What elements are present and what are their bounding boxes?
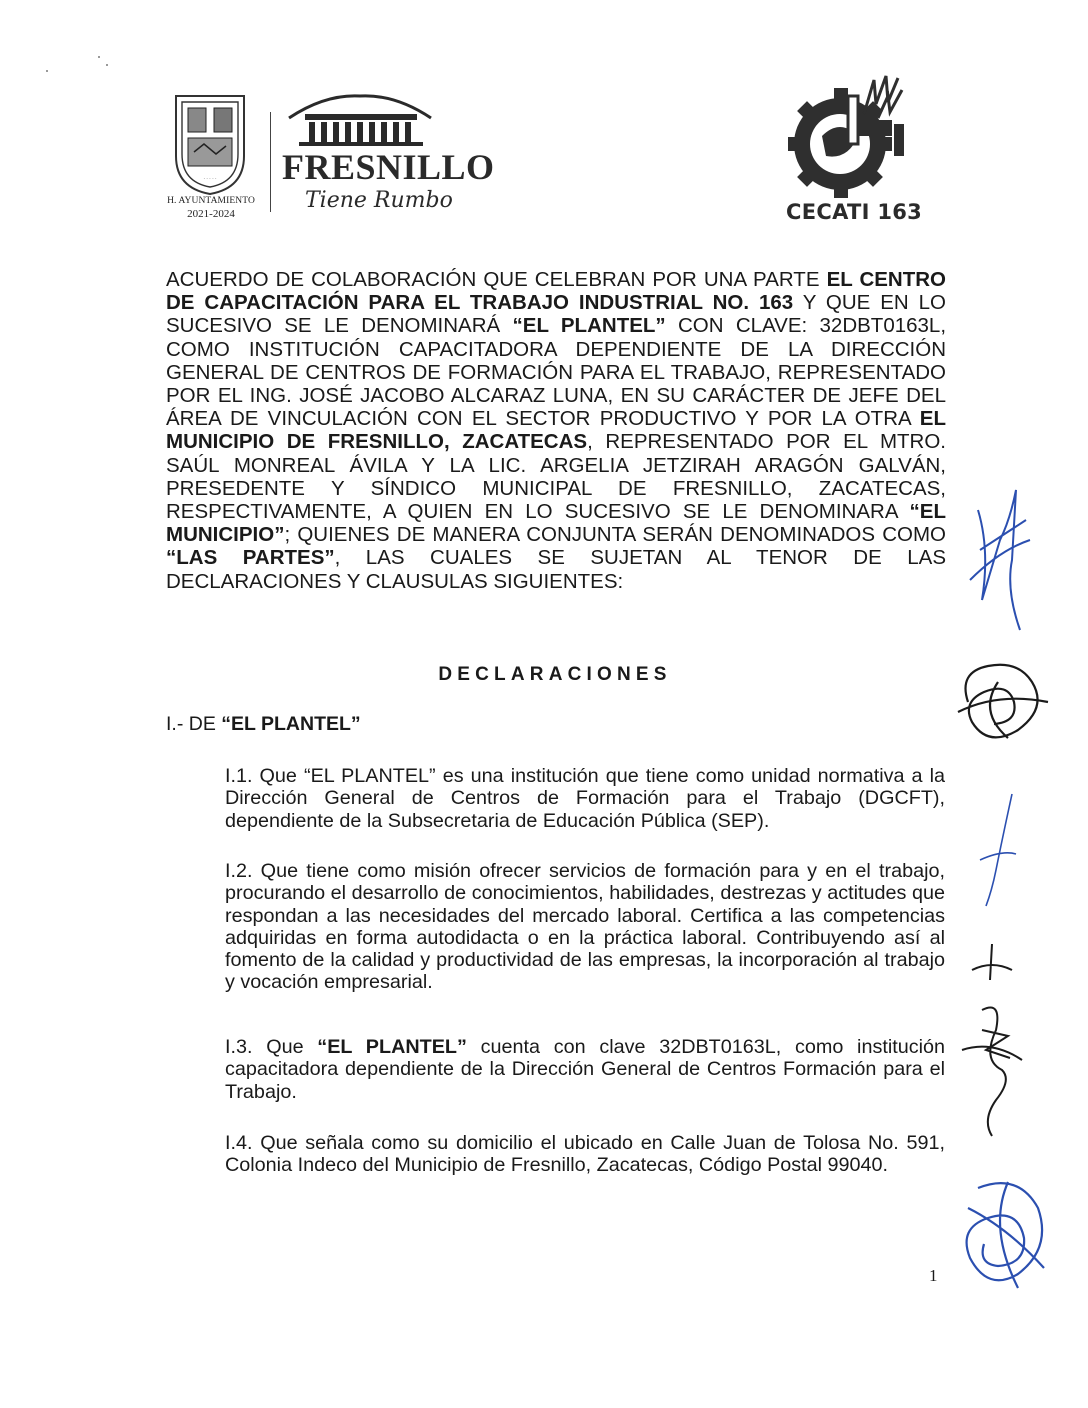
ayuntamiento-label: H. AYUNTAMIENTO — [167, 196, 255, 206]
page-number: 1 — [929, 1266, 938, 1285]
signature-3-icon — [972, 790, 1032, 910]
intro-text-1: ACUERDO DE COLABORACIÓN QUE CELEBRAN POR UNA PARTE — [166, 268, 827, 291]
scan-speck — [98, 56, 100, 58]
intro-text-4: , REPRESENTADO POR EL MTRO. SAÚL MONREAL ÁVILA Y LA LIC. ARGELIA JETZIRAH ARAGÓN GALVÁN, PRESEDENTE Y SÍNDICO MUNICIPAL DE FRESNILLO, ZACATECAS, RESPECTIVAMENTE, A QUIEN EN LO SUCESIVO SE LE DENOMINARA — [166, 430, 946, 524]
fresnillo-building-icon — [285, 90, 435, 148]
logo-divider — [270, 112, 271, 212]
header-logos — [0, 0, 1088, 240]
clause-i-3 — [225, 1036, 945, 1103]
clause-i-1: I.1. Que “EL PLANTEL” es una institución que tiene como unidad normativa a la Dirección General de Centros de Formación para el Trabajo (DGCFT), dependiente de la Subsecretaria de Educación Pública (SEP). — [225, 765, 945, 832]
fresnillo-tagline: Tiene Rumbo — [305, 188, 453, 213]
administration-period: 2021-2024 — [187, 208, 235, 220]
intro-alias-municipio: “EL MUNICIPIO” — [166, 500, 946, 547]
clause-i-2: I.2. Que tiene como misión ofrecer servicios de formación para y en el trabajo, procurando el desarrollo de conocimientos, habilidades, destrezas y actitudes que respondan a las necesidades del mercado laboral. Certifica a las competencias adquiridas en forma autodidacta o en la práctica laboral. Contribuyendo así al fomento de la calidad y productividad de las empresas, la incorporación al trabajo y vocación empresarial. — [225, 860, 945, 994]
signature-4-icon — [952, 940, 1032, 1140]
declaraciones-heading: DECLARACIONES — [438, 664, 672, 685]
clause-i-3-rest: cuenta con clave 32DBT0163L, como institución capacitadora dependiente de la Dirección General de Centros Formación para el Trabajo. — [225, 1036, 946, 1103]
agreement-intro — [166, 268, 946, 593]
intro-party-cecati: EL CENTRO DE CAPACITACIÓN PARA EL TRABAJO INDUSTRIAL NO. 163 — [166, 268, 946, 315]
intro-text-2: Y QUE EN LO SUCESIVO SE LE DENOMINARÁ — [166, 291, 947, 338]
clause-i-3-prefix: I.3. Que — [225, 1036, 318, 1058]
section-title — [166, 713, 361, 736]
intro-text-5: ; QUIENES DE MANERA CONJUNTA SERÁN DENOMINADOS COMO — [284, 523, 946, 547]
section-name: “EL PLANTEL” — [221, 713, 361, 735]
fresnillo-seal-icon — [172, 92, 248, 196]
intro-text-6: , LAS CUALES SE SUJETAN AL TENOR DE LAS DECLARACIONES Y CLAUSULAS SIGUIENTES: — [166, 546, 946, 593]
signature-2-icon — [948, 652, 1058, 752]
intro-alias-plantel: “EL PLANTEL” — [512, 314, 666, 338]
fresnillo-wordmark: FRESNILLO — [282, 147, 495, 187]
cecati-wordmark: CECATI 163 — [786, 200, 923, 224]
intro-alias-partes: “LAS PARTES” — [166, 546, 335, 570]
clause-i-3-alias: “EL PLANTEL” — [317, 1036, 467, 1058]
intro-text-3: CON CLAVE: 32DBT0163L, COMO INSTITUCIÓN CAPACITADORA DEPENDIENTE DE LA DIRECCIÓN GENERAL DE CENTROS DE FORMACIÓN PARA EL TRABAJO, REPRESENTADO POR EL ING. JOSÉ JACOBO ALCARAZ LUNA, EN SU CARÁCTER DE JEFE DEL ÁREA DE VINCULACIÓN CON EL SECTOR PRODUCTIVO Y POR LA OTRA — [166, 314, 947, 431]
cecati-gear-icon — [782, 74, 922, 202]
scan-speck — [46, 70, 48, 72]
section-prefix: I.- DE — [166, 713, 222, 735]
scan-speck — [106, 64, 108, 66]
intro-party-municipio: EL MUNICIPIO DE FRESNILLO, ZACATECAS — [166, 407, 946, 454]
svg-text:· · · · ·: · · · · · — [203, 177, 217, 182]
clause-i-4: I.4. Que señala como su domicilio el ubicado en Calle Juan de Tolosa No. 591, Colonia Indeco del Municipio de Fresnillo, Zacatecas, Código Postal 99040. — [225, 1132, 945, 1177]
signature-5-icon — [948, 1168, 1058, 1298]
signature-1-icon — [960, 480, 1040, 640]
